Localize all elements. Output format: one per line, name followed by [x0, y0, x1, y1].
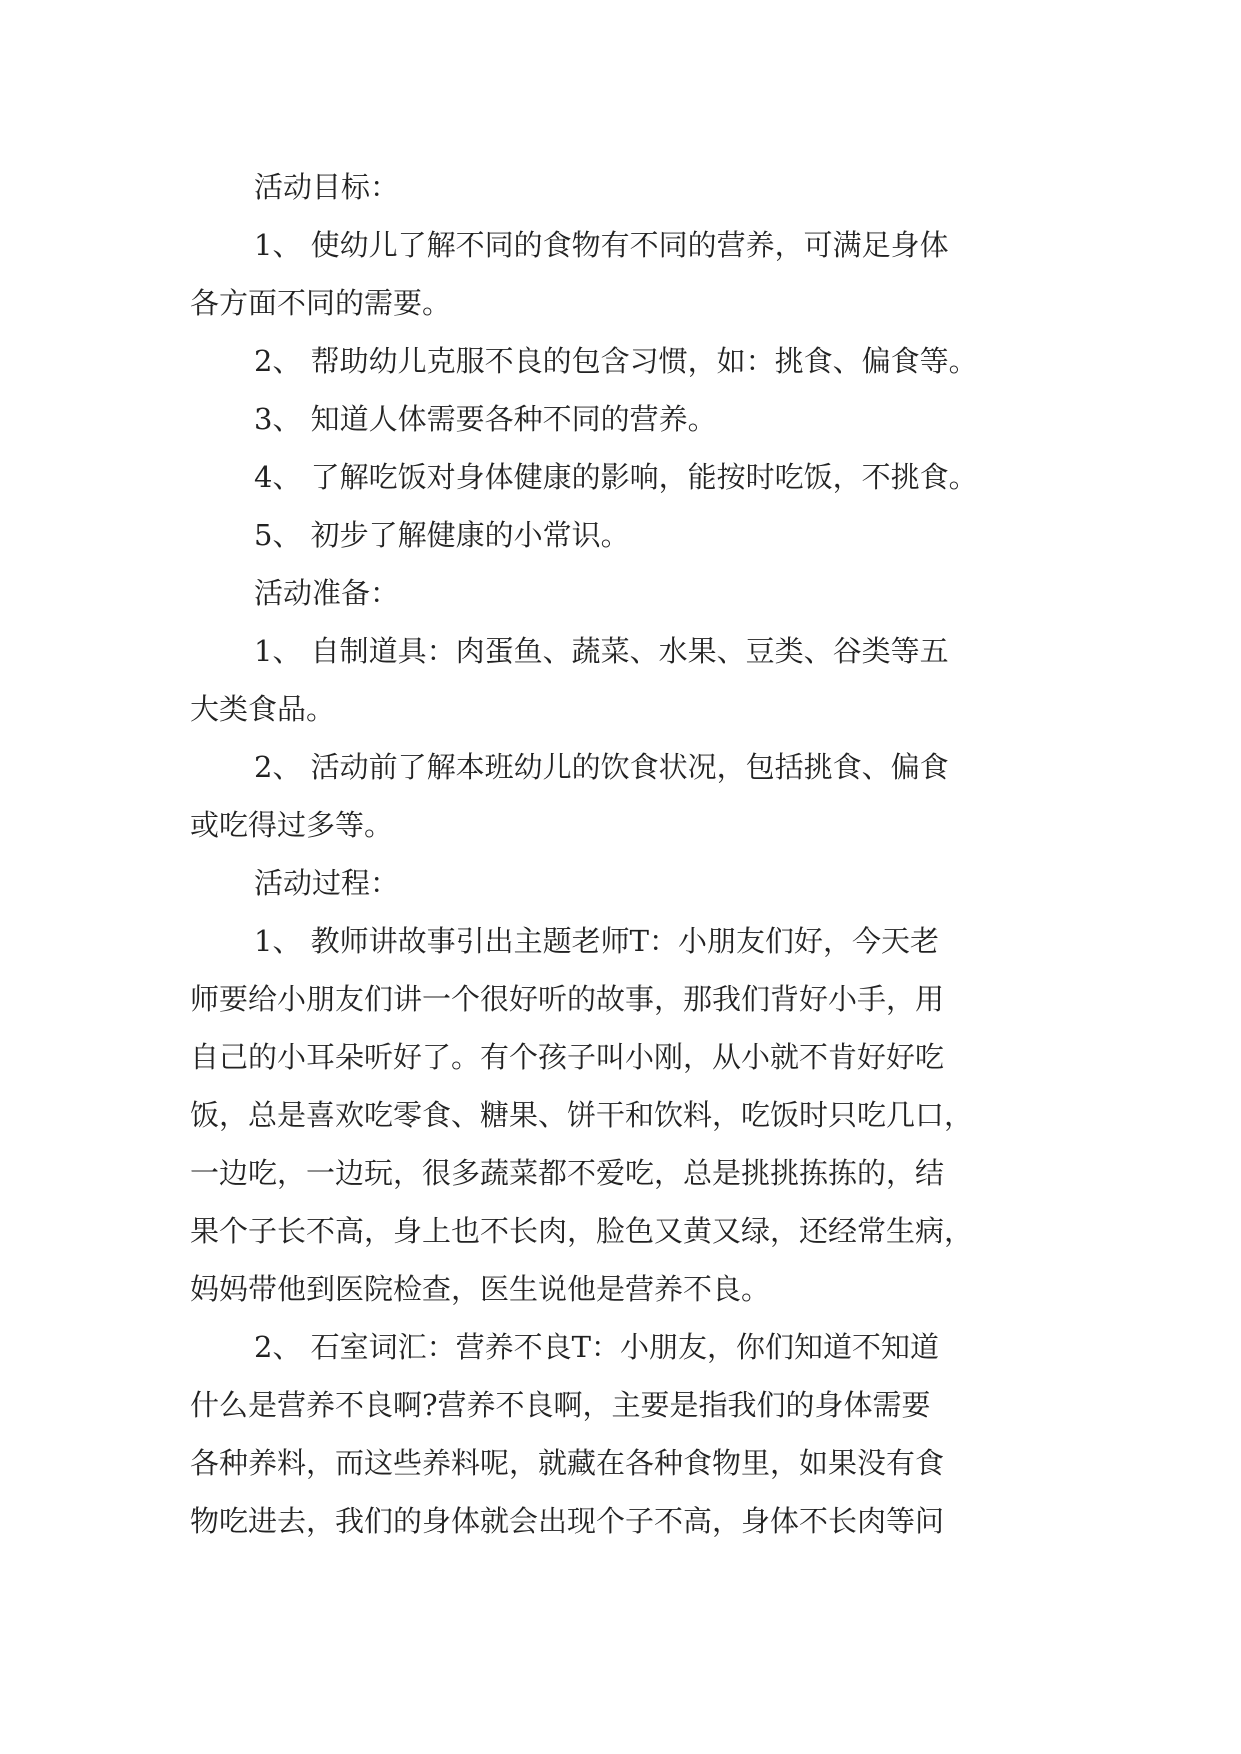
- paragraph-line: 1、 自制道具：肉蛋鱼、蔬菜、水果、豆类、谷类等五: [254, 634, 949, 668]
- paragraph-line: 物吃进去，我们的身体就会出现个子不高，身体不长肉等问: [190, 1504, 945, 1538]
- paragraph-line: 饭，总是喜欢吃零食、糖果、饼干和饮料，吃饭时只吃几口，: [190, 1098, 974, 1132]
- paragraph-line: 各方面不同的需要。: [190, 286, 452, 320]
- paragraph-line: 4、 了解吃饭对身体健康的影响，能按时吃饭，不挑食。: [254, 460, 978, 494]
- paragraph-line: 妈妈带他到医院检查，医生说他是营养不良。: [190, 1272, 771, 1306]
- paragraph-line: 大类食品。: [190, 692, 336, 726]
- section-heading-preparation: 活动准备：: [254, 576, 400, 610]
- paragraph-line: 自己的小耳朵听好了。有个孩子叫小刚，从小就不肯好好吃: [190, 1040, 945, 1074]
- paragraph-line: 师要给小朋友们讲一个很好听的故事，那我们背好小手，用: [190, 982, 945, 1016]
- paragraph-line: 各种养料，而这些养料呢，就藏在各种食物里，如果没有食: [190, 1446, 945, 1480]
- paragraph-line: 3、 知道人体需要各种不同的营养。: [254, 402, 717, 436]
- paragraph-line: 1、 使幼儿了解不同的食物有不同的营养，可满足身体: [254, 228, 949, 262]
- paragraph-line: 什么是营养不良啊?营养不良啊，主要是指我们的身体需要: [190, 1388, 931, 1422]
- paragraph-line: 5、 初步了解健康的小常识。: [254, 518, 630, 552]
- paragraph-line: 2、 石室词汇：营养不良T：小朋友，你们知道不知道: [254, 1330, 940, 1364]
- paragraph-line: 2、 活动前了解本班幼儿的饮食状况，包括挑食、偏食: [254, 750, 949, 784]
- document-body: [190, 158, 1070, 1550]
- section-heading-goals: 活动目标：: [254, 170, 400, 204]
- paragraph-line: 2、 帮助幼儿克服不良的包含习惯，如：挑食、偏食等。: [254, 344, 978, 378]
- paragraph-line: 1、 教师讲故事引出主题老师T：小朋友们好，今天老: [254, 924, 940, 958]
- paragraph-line: 或吃得过多等。: [190, 808, 394, 842]
- paragraph-line: 果个子长不高，身上也不长肉，脸色又黄又绿，还经常生病，: [190, 1214, 974, 1248]
- paragraph-line: 一边吃，一边玩，很多蔬菜都不爱吃，总是挑挑拣拣的，结: [190, 1156, 945, 1190]
- section-heading-process: 活动过程：: [254, 866, 400, 900]
